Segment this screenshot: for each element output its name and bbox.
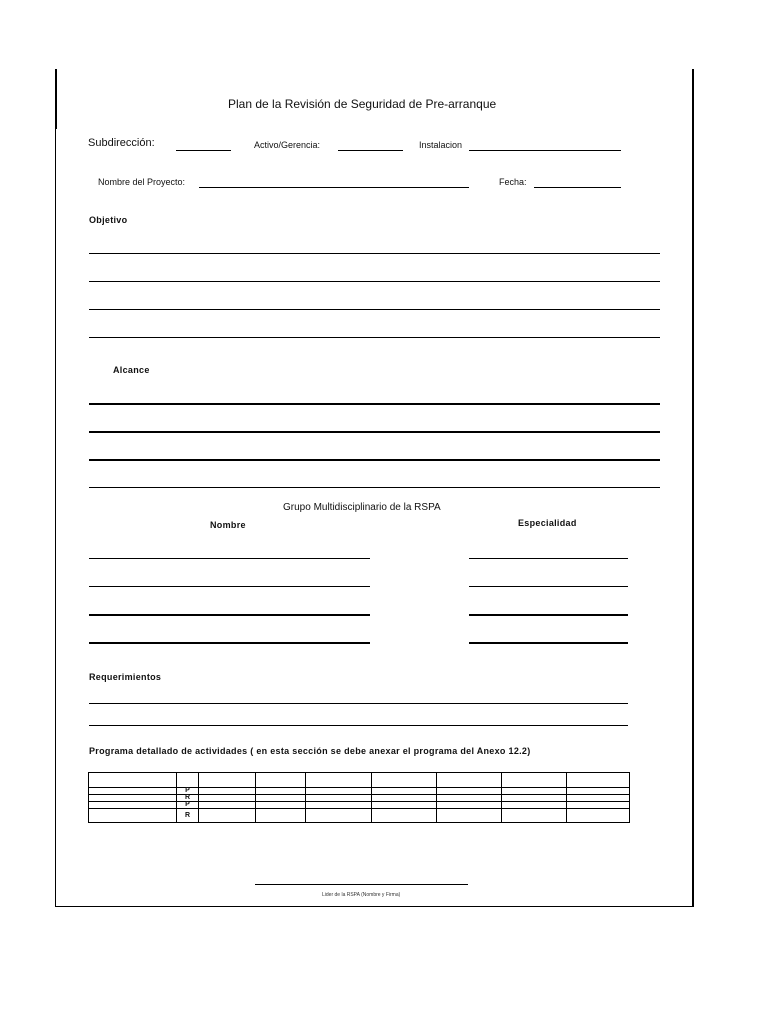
schedule-cell[interactable] xyxy=(306,795,372,802)
fecha-field[interactable] xyxy=(534,187,621,188)
schedule-cell[interactable] xyxy=(372,802,437,809)
signature-caption: Lider de la RSPA (Nombre y Firma) xyxy=(322,892,401,898)
schedule-cell[interactable] xyxy=(256,773,306,788)
schedule-cell[interactable] xyxy=(502,773,567,788)
schedule-cell[interactable] xyxy=(437,802,502,809)
schedule-cell[interactable] xyxy=(372,809,437,823)
signature-line[interactable] xyxy=(255,884,468,885)
schedule-cell[interactable] xyxy=(567,788,630,795)
schedule-cell[interactable] xyxy=(567,795,630,802)
schedule-cell[interactable] xyxy=(437,809,502,823)
objetivo-line-1[interactable] xyxy=(89,253,660,254)
schedule-cell[interactable] xyxy=(256,795,306,802)
nombre-line-1[interactable] xyxy=(89,558,370,559)
page-title: Plan de la Revisión de Seguridad de Pre-arranque xyxy=(228,97,497,111)
requerimientos-line-2[interactable] xyxy=(89,725,628,726)
schedule-row xyxy=(89,802,630,809)
right-border xyxy=(692,69,694,907)
alcance-line-4[interactable] xyxy=(89,487,660,488)
schedule-cell[interactable] xyxy=(306,773,372,788)
left-border xyxy=(55,69,56,907)
schedule-cell[interactable] xyxy=(437,788,502,795)
instalacion-label: Instalacion xyxy=(419,140,463,150)
schedule-cell[interactable] xyxy=(567,773,630,788)
nombre-line-2[interactable] xyxy=(89,586,370,587)
especialidad-col-label: Especialidad xyxy=(518,518,577,528)
schedule-cell[interactable] xyxy=(567,809,630,823)
fecha-label: Fecha: xyxy=(499,177,527,187)
activo-field[interactable] xyxy=(338,150,403,151)
schedule-cell[interactable] xyxy=(567,802,630,809)
schedule-cell[interactable] xyxy=(199,773,256,788)
schedule-cell[interactable] xyxy=(306,809,372,823)
schedule-cell[interactable] xyxy=(502,809,567,823)
schedule-cell[interactable] xyxy=(89,788,177,795)
schedule-cell[interactable] xyxy=(306,802,372,809)
especialidad-line-3[interactable] xyxy=(469,614,628,616)
nombre-proyecto-field[interactable] xyxy=(199,187,469,188)
schedule-mark-cell[interactable]: P xyxy=(177,788,199,795)
schedule-cell[interactable] xyxy=(502,788,567,795)
schedule-cell[interactable] xyxy=(256,802,306,809)
schedule-cell[interactable] xyxy=(256,809,306,823)
grupo-heading: Grupo Multidisciplinario de la RSPA xyxy=(283,502,441,513)
schedule-cell[interactable] xyxy=(256,788,306,795)
schedule-row xyxy=(89,788,630,795)
schedule-cell[interactable] xyxy=(199,788,256,795)
alcance-line-1[interactable] xyxy=(89,403,660,405)
objetivo-label: Objetivo xyxy=(89,215,128,225)
nombre-proyecto-label: Nombre del Proyecto: xyxy=(98,177,186,187)
objetivo-line-3[interactable] xyxy=(89,309,660,310)
requerimientos-line-1[interactable] xyxy=(89,703,628,704)
nombre-line-4[interactable] xyxy=(89,642,370,644)
schedule-cell[interactable] xyxy=(372,773,437,788)
schedule-cell[interactable] xyxy=(372,795,437,802)
schedule-cell[interactable] xyxy=(89,795,177,802)
especialidad-line-4[interactable] xyxy=(469,642,628,644)
schedule-cell[interactable] xyxy=(437,773,502,788)
nombre-col-label: Nombre xyxy=(210,520,246,530)
bottom-border xyxy=(55,906,694,907)
schedule-row xyxy=(89,809,630,823)
schedule-cell[interactable] xyxy=(89,773,177,788)
alcance-label: Alcance xyxy=(113,365,150,375)
schedule-cell[interactable] xyxy=(199,795,256,802)
especialidad-line-2[interactable] xyxy=(469,586,628,587)
objetivo-line-2[interactable] xyxy=(89,281,660,282)
schedule-cell[interactable] xyxy=(502,802,567,809)
schedule-row xyxy=(89,773,630,788)
nombre-line-3[interactable] xyxy=(89,614,370,616)
alcance-line-3[interactable] xyxy=(89,459,660,461)
schedule-cell[interactable] xyxy=(306,788,372,795)
schedule-table xyxy=(88,772,630,823)
especialidad-line-1[interactable] xyxy=(469,558,628,559)
schedule-cell[interactable] xyxy=(502,795,567,802)
subdireccion-field[interactable] xyxy=(176,150,231,151)
schedule-cell[interactable] xyxy=(199,802,256,809)
schedule-cell[interactable] xyxy=(199,809,256,823)
schedule-mark-cell[interactable]: R xyxy=(177,809,199,823)
objetivo-line-4[interactable] xyxy=(89,337,660,338)
activo-label: Activo/Gerencia: xyxy=(254,140,321,150)
schedule-cell[interactable] xyxy=(89,809,177,823)
alcance-line-2[interactable] xyxy=(89,431,660,433)
subdireccion-label: Subdirección: xyxy=(88,137,155,149)
schedule-mark-cell[interactable]: P xyxy=(177,802,199,809)
schedule-row xyxy=(89,795,630,802)
instalacion-field[interactable] xyxy=(469,150,621,151)
schedule-mark-cell[interactable]: R xyxy=(177,795,199,802)
schedule-mark-cell[interactable] xyxy=(177,773,199,788)
requerimientos-label: Requerimientos xyxy=(89,672,162,682)
schedule-cell[interactable] xyxy=(89,802,177,809)
schedule-cell[interactable] xyxy=(372,788,437,795)
schedule-cell[interactable] xyxy=(437,795,502,802)
programa-label: Programa detallado de actividades ( en esta sección se debe anexar el programa del Anexo 12.2) xyxy=(89,746,531,756)
